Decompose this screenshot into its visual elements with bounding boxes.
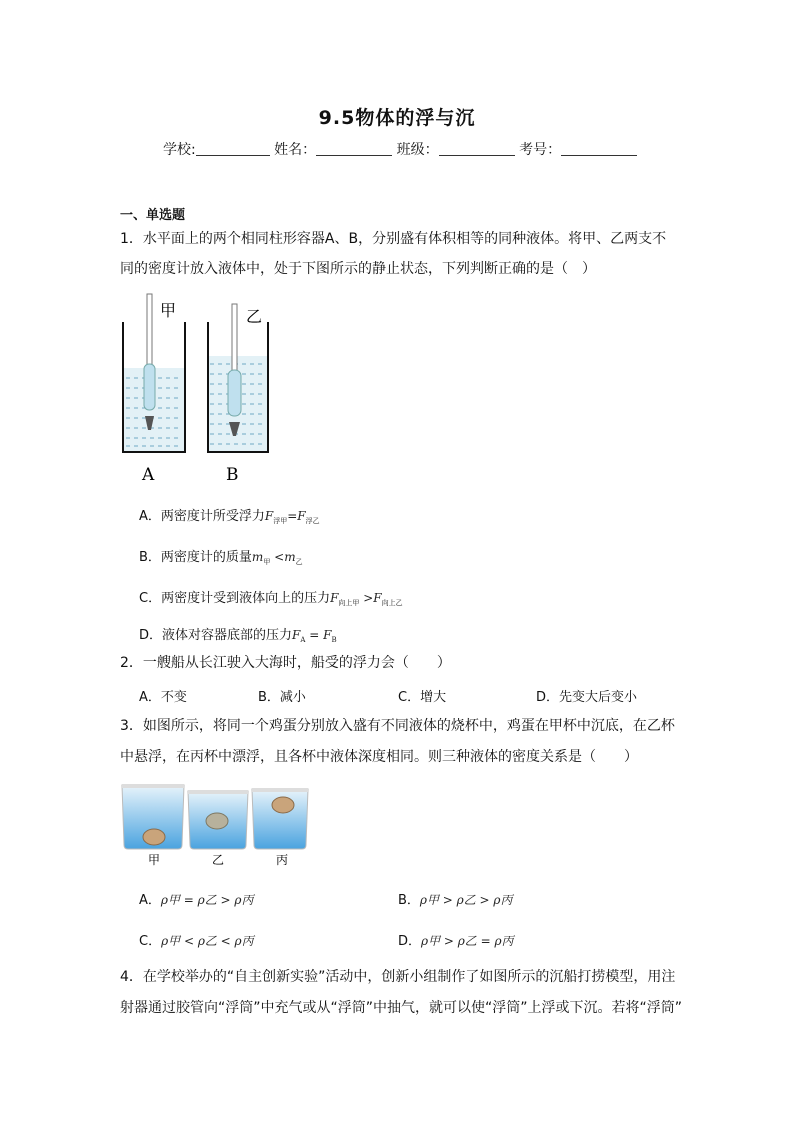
hydrometer-jia-stem — [147, 294, 152, 370]
q3-option-a[interactable] — [139, 889, 253, 908]
number-blank[interactable] — [561, 141, 637, 156]
class-label: 班级： — [396, 142, 439, 158]
number-label: 考号： — [519, 142, 562, 158]
q1-option-c-text: C．两密度计受到液体向上的压力 — [139, 591, 331, 606]
q4-stem-line2: 射器通过胶管向“浮筒”中充气或从“浮筒”中抽气，就可以使“浮筒”上浮或下沉。若将“浮筒” — [120, 1000, 683, 1016]
q2-option-b[interactable]: B．减小 — [258, 690, 306, 705]
school-label: 学校: — [163, 142, 196, 158]
q3-option-c-formula: ρ甲 < ρ乙 < ρ丙 — [161, 934, 254, 948]
q3-option-d[interactable] — [398, 930, 514, 949]
q1-option-b-formula: $m_甲 <m_乙$ — [251, 550, 303, 566]
q1-option-a-text: A．两密度计所受浮力 — [139, 509, 265, 524]
info-line — [163, 139, 637, 159]
school-blank[interactable] — [196, 141, 270, 156]
name-label: 姓名： — [274, 142, 317, 158]
q3-option-c[interactable] — [139, 930, 254, 949]
name-blank[interactable] — [316, 141, 392, 156]
hydrometer-jia-bulb — [144, 364, 155, 410]
beaker-yi-rim — [188, 790, 248, 794]
q3-option-c-label: C． — [139, 934, 162, 949]
q2-option-a[interactable]: A．不变 — [139, 690, 187, 705]
label-a: A — [142, 465, 155, 485]
section-heading: 一、单选题 — [120, 208, 186, 223]
class-blank[interactable] — [439, 141, 515, 156]
egg-jia — [143, 829, 165, 845]
egg-yi — [206, 813, 228, 829]
q3-stem-line1: 3．如图所示，将同一个鸡蛋分别放入盛有不同液体的烧杯中，鸡蛋在甲杯中沉底，在乙杯 — [120, 718, 675, 734]
q2-stem: 2．一艘船从长江驶入大海时，船受的浮力会（ ） — [120, 655, 451, 671]
q1-option-d-text: D．液体对容器底部的压力 — [139, 628, 293, 643]
q3-option-d-label: D． — [398, 934, 422, 949]
q3-figure — [118, 781, 312, 869]
beaker-jia-rim — [122, 784, 184, 788]
label-yi: 乙 — [212, 853, 225, 867]
q3-option-d-formula: ρ甲 > ρ乙 = ρ丙 — [421, 934, 514, 948]
q1-option-d[interactable] — [139, 624, 337, 644]
q3-option-a-label: A． — [139, 893, 161, 908]
page-title: 9.5物体的浮与沉 — [318, 107, 476, 129]
q1-option-a[interactable] — [139, 505, 320, 526]
q4-stem-line1: 4．在学校举办的“自主创新实验”活动中，创新小组制作了如图所示的沉船打捞模型，用注 — [120, 969, 676, 985]
q1-figure — [118, 290, 278, 486]
q3-stem-line2: 中悬浮，在丙杯中漂浮，且各杯中液体深度相同。则三种液体的密度关系是（ ） — [120, 749, 638, 765]
label-jia: 甲 — [148, 853, 161, 867]
beaker-bing-rim — [252, 788, 308, 792]
label-b: B — [226, 465, 239, 485]
q1-stem-line1: 1．水平面上的两个相同柱形容器A、B，分别盛有体积相等的同种液体。将甲、乙两支不 — [120, 231, 667, 247]
q1-option-a-formula: $F_{浮甲}=F_{浮乙}$ — [264, 509, 320, 525]
q3-option-b-formula: ρ甲 > ρ乙 > ρ丙 — [419, 893, 513, 907]
q3-option-b[interactable] — [398, 889, 512, 908]
hydrometer-yi-stem — [232, 304, 237, 372]
q1-option-b[interactable] — [139, 546, 303, 567]
label-jia: 甲 — [160, 301, 177, 320]
egg-bing — [272, 797, 294, 813]
q1-option-d-formula: $F_A = F_B$ — [292, 628, 337, 644]
q3-option-b-label: B． — [398, 893, 420, 908]
q2-option-d[interactable]: D．先变大后变小 — [536, 690, 638, 705]
q1-option-c[interactable] — [139, 587, 403, 608]
q2-option-c[interactable]: C．增大 — [398, 690, 447, 705]
q1-option-b-text: B．两密度计的质量 — [139, 550, 252, 565]
q1-stem-line2: 同的密度计放入液体中，处于下图所示的静止状态，下列判断正确的是（ ） — [120, 261, 596, 277]
q1-option-c-formula: $F_{向上甲} >F_{向上乙}$ — [330, 591, 403, 607]
label-yi: 乙 — [246, 307, 263, 326]
q3-option-a-formula: ρ甲 = ρ乙 > ρ丙 — [160, 893, 254, 907]
label-bing: 丙 — [276, 853, 289, 867]
hydrometer-yi-bulb — [228, 370, 241, 416]
